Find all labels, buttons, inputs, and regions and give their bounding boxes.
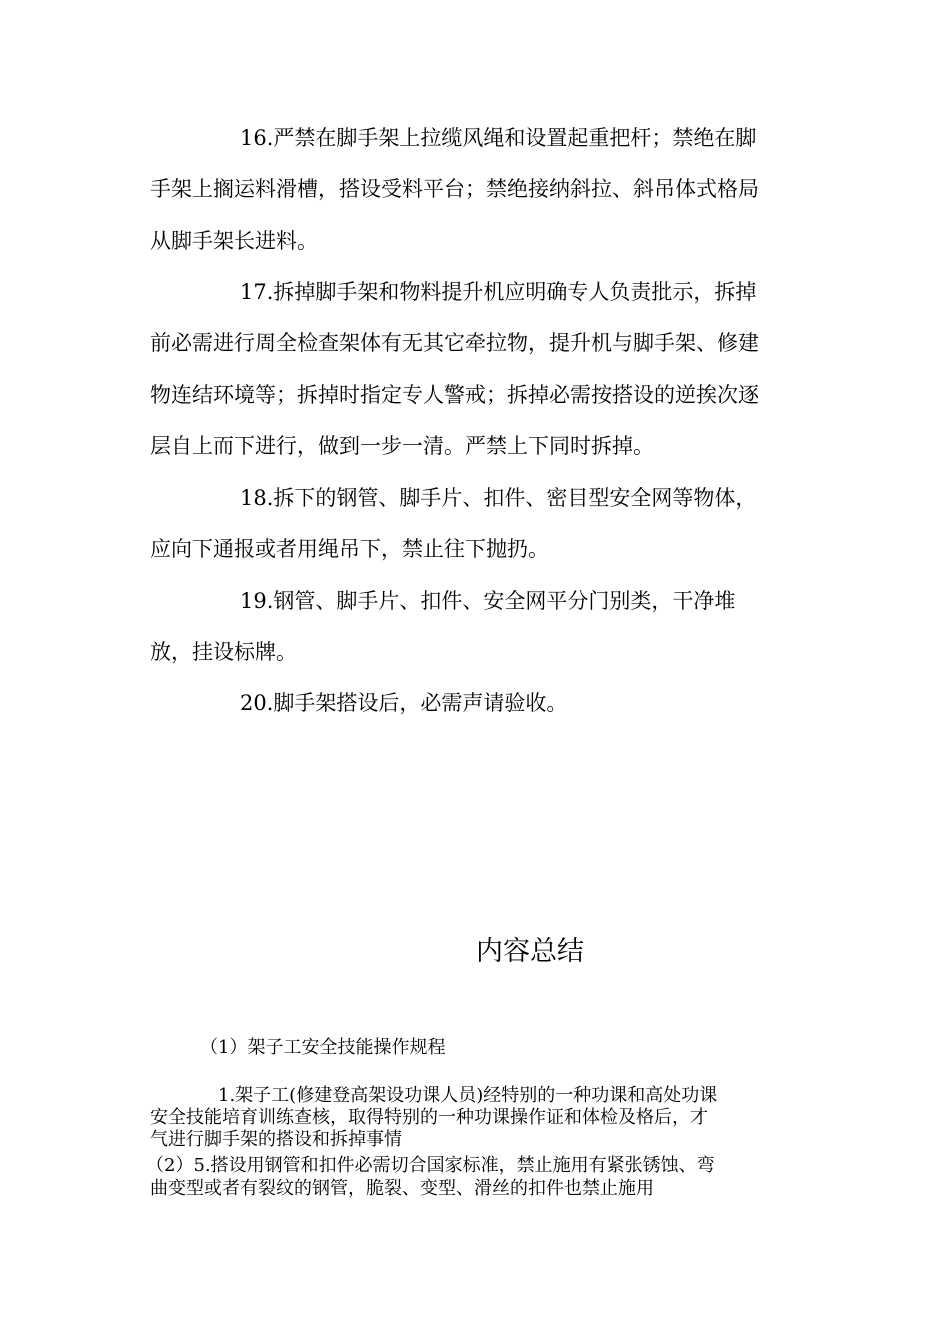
paragraph-20-line-1: 20.脚手架搭设后，必需声请验收。 [240, 691, 568, 715]
paragraph-19-line-2: 放，挂设标牌。 [150, 640, 297, 664]
paragraph-16-line-3: 从脚手架长进料。 [150, 229, 318, 253]
summary-item-1-line-3: 气进行脚手架的搭设和拆掉事情 [150, 1129, 402, 1150]
paragraph-17-line-4: 层自上而下进行，做到一步一清。严禁上下同时拆掉。 [150, 434, 654, 458]
summary-item-1-line-1: 1.架子工(修建登高架设功课人员)经特别的一种功课和高处功课 [218, 1085, 718, 1106]
summary-item-1-heading: （1）架子工安全技能操作规程 [200, 1037, 446, 1058]
paragraph-17-line-3: 物连结环境等；拆掉时指定专人警戒；拆掉必需按搭设的逆挨次逐 [150, 383, 759, 407]
summary-item-2-line-2: 曲变型或者有裂纹的钢管，脆裂、变型、滑丝的扣件也禁止施用 [150, 1178, 654, 1199]
paragraph-18-line-1: 18.拆下的钢管、脚手片、扣件、密目型安全网等物体， [240, 486, 757, 510]
summary-title: 内容总结 [476, 936, 584, 967]
paragraph-16-line-2: 手架上搁运料滑槽，搭设受料平台；禁绝接纳斜拉、斜吊体式格局 [150, 177, 759, 201]
paragraph-16-line-1: 16.严禁在脚手架上拉缆风绳和设置起重把杆；禁绝在脚 [240, 126, 757, 150]
paragraph-17-line-1: 17.拆掉脚手架和物料提升机应明确专人负责批示，拆掉 [240, 280, 757, 304]
summary-item-2-line-1: （2）5.搭设用钢管和扣件必需切合国家标准，禁止施用有紧张锈蚀、弯 [146, 1155, 715, 1176]
summary-item-1-line-2: 安全技能培育训练查核，取得特别的一种功课操作证和体检及格后，才 [150, 1107, 708, 1128]
paragraph-19-line-1: 19.钢管、脚手片、扣件、安全网平分门别类，干净堆 [240, 589, 736, 613]
paragraph-17-line-2: 前必需进行周全检查架体有无其它牵拉物，提升机与脚手架、修建 [150, 331, 759, 355]
paragraph-18-line-2: 应向下通报或者用绳吊下，禁止往下抛扔。 [150, 537, 549, 561]
